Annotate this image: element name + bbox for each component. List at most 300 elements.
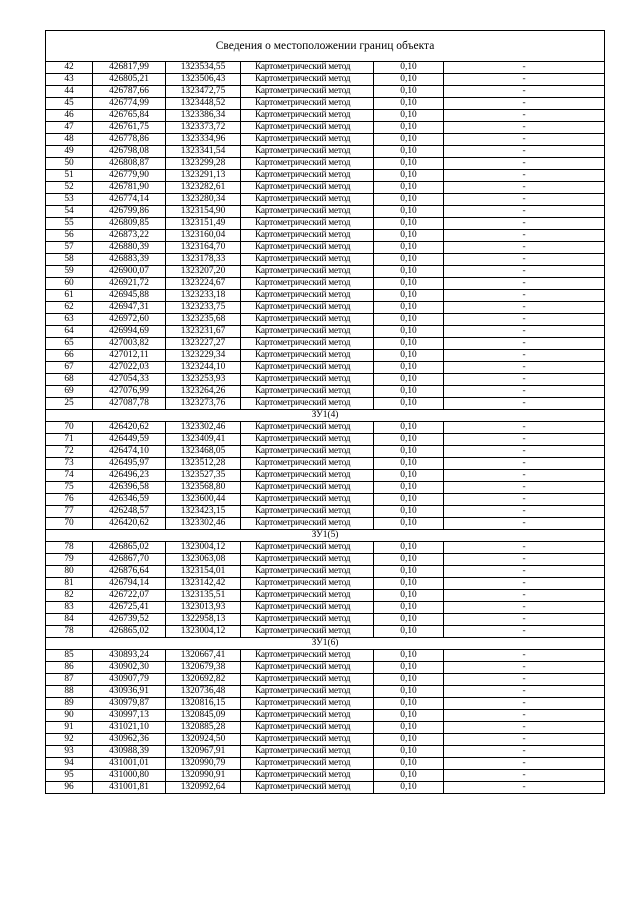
point-number: 48 xyxy=(46,134,93,146)
coordinate-x: 426779,90 xyxy=(93,170,166,182)
coordinate-x: 426805,21 xyxy=(93,74,166,86)
note-cell: - xyxy=(444,566,605,578)
note-cell: - xyxy=(444,782,605,794)
note-cell: - xyxy=(444,182,605,194)
table-row xyxy=(46,314,605,326)
method-cell: Картометрический метод xyxy=(241,506,374,518)
precision-cell: 0,10 xyxy=(374,266,444,278)
method-cell: Картометрический метод xyxy=(241,770,374,782)
title-row xyxy=(46,31,605,62)
coordinate-y: 1320736,48 xyxy=(166,686,241,698)
precision-cell: 0,10 xyxy=(374,662,444,674)
coordinate-x: 427003,82 xyxy=(93,338,166,350)
point-number: 75 xyxy=(46,482,93,494)
method-cell: Картометрический метод xyxy=(241,602,374,614)
coordinate-x: 431021,10 xyxy=(93,722,166,734)
note-cell: - xyxy=(444,170,605,182)
table-row xyxy=(46,602,605,614)
note-cell: - xyxy=(444,110,605,122)
coordinate-x: 427054,33 xyxy=(93,374,166,386)
table-row xyxy=(46,338,605,350)
coordinate-y: 1323013,93 xyxy=(166,602,241,614)
precision-cell: 0,10 xyxy=(374,86,444,98)
coordinate-y: 1323534,55 xyxy=(166,62,241,74)
section-label: ЗУ1(6) xyxy=(46,638,605,650)
table-row xyxy=(46,446,605,458)
point-number: 96 xyxy=(46,782,93,794)
precision-cell: 0,10 xyxy=(374,446,444,458)
point-number: 85 xyxy=(46,650,93,662)
table-row xyxy=(46,422,605,434)
coordinate-y: 1323164,70 xyxy=(166,242,241,254)
precision-cell: 0,10 xyxy=(374,722,444,734)
coordinate-x: 426739,52 xyxy=(93,614,166,626)
note-cell: - xyxy=(444,374,605,386)
method-cell: Картометрический метод xyxy=(241,554,374,566)
table-row xyxy=(46,290,605,302)
table-row xyxy=(46,482,605,494)
coordinate-x: 426725,41 xyxy=(93,602,166,614)
note-cell: - xyxy=(444,470,605,482)
coordinate-x: 426798,08 xyxy=(93,146,166,158)
coordinate-y: 1323448,52 xyxy=(166,98,241,110)
coordinate-x: 426495,97 xyxy=(93,458,166,470)
coordinate-x: 431001,81 xyxy=(93,782,166,794)
method-cell: Картометрический метод xyxy=(241,278,374,290)
coordinate-x: 427076,99 xyxy=(93,386,166,398)
coordinate-x: 426945,88 xyxy=(93,290,166,302)
coordinate-x: 426817,99 xyxy=(93,62,166,74)
point-number: 72 xyxy=(46,446,93,458)
point-number: 64 xyxy=(46,326,93,338)
table-row xyxy=(46,662,605,674)
coordinate-x: 430907,79 xyxy=(93,674,166,686)
precision-cell: 0,10 xyxy=(374,782,444,794)
coordinate-y: 1320924,50 xyxy=(166,734,241,746)
note-cell: - xyxy=(444,650,605,662)
table-row xyxy=(46,326,605,338)
coordinate-y: 1323423,15 xyxy=(166,506,241,518)
table-row xyxy=(46,746,605,758)
table-row xyxy=(46,782,605,794)
precision-cell: 0,10 xyxy=(374,374,444,386)
note-cell: - xyxy=(444,338,605,350)
note-cell: - xyxy=(444,458,605,470)
method-cell: Картометрический метод xyxy=(241,170,374,182)
coordinate-x: 426474,10 xyxy=(93,446,166,458)
note-cell: - xyxy=(444,482,605,494)
point-number: 66 xyxy=(46,350,93,362)
method-cell: Картометрический метод xyxy=(241,206,374,218)
section-label: ЗУ1(4) xyxy=(46,410,605,422)
boundary-points-table xyxy=(45,30,605,794)
coordinate-y: 1323409,41 xyxy=(166,434,241,446)
table-row xyxy=(46,518,605,530)
coordinate-x: 426420,62 xyxy=(93,422,166,434)
point-number: 60 xyxy=(46,278,93,290)
method-cell: Картометрический метод xyxy=(241,98,374,110)
coordinate-y: 1323154,90 xyxy=(166,206,241,218)
precision-cell: 0,10 xyxy=(374,386,444,398)
note-cell: - xyxy=(444,158,605,170)
point-number: 50 xyxy=(46,158,93,170)
precision-cell: 0,10 xyxy=(374,650,444,662)
method-cell: Картометрический метод xyxy=(241,338,374,350)
table-row xyxy=(46,86,605,98)
point-number: 45 xyxy=(46,98,93,110)
note-cell: - xyxy=(444,770,605,782)
precision-cell: 0,10 xyxy=(374,734,444,746)
note-cell: - xyxy=(444,230,605,242)
method-cell: Картометрический метод xyxy=(241,314,374,326)
method-cell: Картометрический метод xyxy=(241,62,374,74)
table-row xyxy=(46,710,605,722)
coordinate-x: 430988,39 xyxy=(93,746,166,758)
table-row xyxy=(46,146,605,158)
note-cell: - xyxy=(444,218,605,230)
method-cell: Картометрический метод xyxy=(241,590,374,602)
point-number: 88 xyxy=(46,686,93,698)
point-number: 86 xyxy=(46,662,93,674)
coordinate-x: 430962,36 xyxy=(93,734,166,746)
precision-cell: 0,10 xyxy=(374,170,444,182)
coordinate-y: 1323004,12 xyxy=(166,626,241,638)
precision-cell: 0,10 xyxy=(374,578,444,590)
section-row xyxy=(46,410,605,422)
coordinate-x: 431000,80 xyxy=(93,770,166,782)
coordinate-y: 1323302,46 xyxy=(166,422,241,434)
method-cell: Картометрический метод xyxy=(241,398,374,410)
precision-cell: 0,10 xyxy=(374,770,444,782)
method-cell: Картометрический метод xyxy=(241,374,374,386)
note-cell: - xyxy=(444,290,605,302)
method-cell: Картометрический метод xyxy=(241,326,374,338)
coordinate-y: 1323512,28 xyxy=(166,458,241,470)
table-row xyxy=(46,386,605,398)
coordinate-x: 426921,72 xyxy=(93,278,166,290)
point-number: 67 xyxy=(46,362,93,374)
coordinate-y: 1323386,34 xyxy=(166,110,241,122)
precision-cell: 0,10 xyxy=(374,314,444,326)
coordinate-y: 1323244,10 xyxy=(166,362,241,374)
point-number: 68 xyxy=(46,374,93,386)
point-number: 57 xyxy=(46,242,93,254)
precision-cell: 0,10 xyxy=(374,542,444,554)
coordinate-y: 1323527,35 xyxy=(166,470,241,482)
point-number: 54 xyxy=(46,206,93,218)
note-cell: - xyxy=(444,350,605,362)
method-cell: Картометрический метод xyxy=(241,458,374,470)
table-row xyxy=(46,122,605,134)
coordinate-x: 426867,70 xyxy=(93,554,166,566)
table-row xyxy=(46,758,605,770)
point-number: 43 xyxy=(46,74,93,86)
method-cell: Картометрический метод xyxy=(241,122,374,134)
note-cell: - xyxy=(444,134,605,146)
note-cell: - xyxy=(444,578,605,590)
point-number: 71 xyxy=(46,434,93,446)
method-cell: Картометрический метод xyxy=(241,470,374,482)
precision-cell: 0,10 xyxy=(374,506,444,518)
note-cell: - xyxy=(444,722,605,734)
coordinate-y: 1320816,15 xyxy=(166,698,241,710)
coordinate-x: 426396,58 xyxy=(93,482,166,494)
point-number: 95 xyxy=(46,770,93,782)
coordinate-y: 1323178,33 xyxy=(166,254,241,266)
section-label: ЗУ1(5) xyxy=(46,530,605,542)
note-cell: - xyxy=(444,446,605,458)
table-row xyxy=(46,218,605,230)
precision-cell: 0,10 xyxy=(374,146,444,158)
note-cell: - xyxy=(444,254,605,266)
table-row xyxy=(46,194,605,206)
precision-cell: 0,10 xyxy=(374,602,444,614)
coordinate-y: 1323229,34 xyxy=(166,350,241,362)
coordinate-x: 430936,91 xyxy=(93,686,166,698)
table-row xyxy=(46,98,605,110)
table-row xyxy=(46,626,605,638)
coordinate-x: 430902,30 xyxy=(93,662,166,674)
method-cell: Картометрический метод xyxy=(241,566,374,578)
coordinate-y: 1323291,13 xyxy=(166,170,241,182)
coordinate-x: 426496,23 xyxy=(93,470,166,482)
precision-cell: 0,10 xyxy=(374,62,444,74)
coordinate-x: 426787,66 xyxy=(93,86,166,98)
point-number: 89 xyxy=(46,698,93,710)
note-cell: - xyxy=(444,518,605,530)
table-row xyxy=(46,674,605,686)
coordinate-x: 426346,59 xyxy=(93,494,166,506)
note-cell: - xyxy=(444,122,605,134)
method-cell: Картометрический метод xyxy=(241,686,374,698)
table-row xyxy=(46,254,605,266)
coordinate-x: 427087,78 xyxy=(93,398,166,410)
precision-cell: 0,10 xyxy=(374,470,444,482)
coordinate-y: 1320885,28 xyxy=(166,722,241,734)
coordinate-y: 1323472,75 xyxy=(166,86,241,98)
method-cell: Картометрический метод xyxy=(241,446,374,458)
precision-cell: 0,10 xyxy=(374,350,444,362)
point-number: 83 xyxy=(46,602,93,614)
table-row xyxy=(46,170,605,182)
point-number: 55 xyxy=(46,218,93,230)
point-number: 25 xyxy=(46,398,93,410)
point-number: 80 xyxy=(46,566,93,578)
note-cell: - xyxy=(444,314,605,326)
method-cell: Картометрический метод xyxy=(241,266,374,278)
note-cell: - xyxy=(444,422,605,434)
note-cell: - xyxy=(444,626,605,638)
method-cell: Картометрический метод xyxy=(241,110,374,122)
point-number: 84 xyxy=(46,614,93,626)
coordinate-y: 1320967,91 xyxy=(166,746,241,758)
coordinate-x: 430997,13 xyxy=(93,710,166,722)
table-row xyxy=(46,494,605,506)
method-cell: Картометрический метод xyxy=(241,698,374,710)
point-number: 69 xyxy=(46,386,93,398)
table-row xyxy=(46,698,605,710)
point-number: 90 xyxy=(46,710,93,722)
table-row xyxy=(46,230,605,242)
point-number: 51 xyxy=(46,170,93,182)
coordinate-x: 430979,87 xyxy=(93,698,166,710)
table-row xyxy=(46,302,605,314)
precision-cell: 0,10 xyxy=(374,182,444,194)
method-cell: Картометрический метод xyxy=(241,434,374,446)
method-cell: Картометрический метод xyxy=(241,626,374,638)
note-cell: - xyxy=(444,710,605,722)
coordinate-y: 1323227,27 xyxy=(166,338,241,350)
note-cell: - xyxy=(444,614,605,626)
method-cell: Картометрический метод xyxy=(241,542,374,554)
note-cell: - xyxy=(444,674,605,686)
point-number: 82 xyxy=(46,590,93,602)
method-cell: Картометрический метод xyxy=(241,182,374,194)
precision-cell: 0,10 xyxy=(374,590,444,602)
coordinate-y: 1320845,09 xyxy=(166,710,241,722)
point-number: 49 xyxy=(46,146,93,158)
point-number: 46 xyxy=(46,110,93,122)
coordinate-y: 1323334,96 xyxy=(166,134,241,146)
point-number: 87 xyxy=(46,674,93,686)
table-body xyxy=(46,31,605,794)
table-row xyxy=(46,110,605,122)
precision-cell: 0,10 xyxy=(374,290,444,302)
table-row xyxy=(46,734,605,746)
coordinate-x: 426781,90 xyxy=(93,182,166,194)
precision-cell: 0,10 xyxy=(374,434,444,446)
point-number: 53 xyxy=(46,194,93,206)
coordinate-y: 1323160,04 xyxy=(166,230,241,242)
coordinate-y: 1323151,49 xyxy=(166,218,241,230)
method-cell: Картометрический метод xyxy=(241,290,374,302)
table-row xyxy=(46,542,605,554)
precision-cell: 0,10 xyxy=(374,494,444,506)
precision-cell: 0,10 xyxy=(374,206,444,218)
note-cell: - xyxy=(444,302,605,314)
note-cell: - xyxy=(444,590,605,602)
table-row xyxy=(46,62,605,74)
point-number: 42 xyxy=(46,62,93,74)
note-cell: - xyxy=(444,506,605,518)
precision-cell: 0,10 xyxy=(374,134,444,146)
point-number: 78 xyxy=(46,626,93,638)
point-number: 78 xyxy=(46,542,93,554)
precision-cell: 0,10 xyxy=(374,710,444,722)
table-row xyxy=(46,590,605,602)
table-row xyxy=(46,242,605,254)
point-number: 65 xyxy=(46,338,93,350)
table-row xyxy=(46,722,605,734)
precision-cell: 0,10 xyxy=(374,302,444,314)
table-row xyxy=(46,686,605,698)
coordinate-y: 1320667,41 xyxy=(166,650,241,662)
coordinate-x: 426947,31 xyxy=(93,302,166,314)
coordinate-x: 426794,14 xyxy=(93,578,166,590)
method-cell: Картометрический метод xyxy=(241,782,374,794)
table-row xyxy=(46,350,605,362)
table-row xyxy=(46,182,605,194)
precision-cell: 0,10 xyxy=(374,482,444,494)
note-cell: - xyxy=(444,326,605,338)
table-row xyxy=(46,458,605,470)
method-cell: Картометрический метод xyxy=(241,218,374,230)
point-number: 70 xyxy=(46,422,93,434)
table-row xyxy=(46,158,605,170)
coordinate-y: 1323233,75 xyxy=(166,302,241,314)
precision-cell: 0,10 xyxy=(374,326,444,338)
coordinate-y: 1320992,64 xyxy=(166,782,241,794)
table-row xyxy=(46,134,605,146)
table-row xyxy=(46,266,605,278)
method-cell: Картометрический метод xyxy=(241,746,374,758)
coordinate-x: 426972,60 xyxy=(93,314,166,326)
method-cell: Картометрический метод xyxy=(241,254,374,266)
table-row xyxy=(46,506,605,518)
precision-cell: 0,10 xyxy=(374,674,444,686)
coordinate-x: 426865,02 xyxy=(93,542,166,554)
coordinate-x: 430893,24 xyxy=(93,650,166,662)
note-cell: - xyxy=(444,758,605,770)
precision-cell: 0,10 xyxy=(374,122,444,134)
precision-cell: 0,10 xyxy=(374,230,444,242)
note-cell: - xyxy=(444,206,605,218)
point-number: 91 xyxy=(46,722,93,734)
table-row xyxy=(46,398,605,410)
method-cell: Картометрический метод xyxy=(241,350,374,362)
precision-cell: 0,10 xyxy=(374,278,444,290)
table-row xyxy=(46,566,605,578)
method-cell: Картометрический метод xyxy=(241,494,374,506)
coordinate-y: 1323600,44 xyxy=(166,494,241,506)
coordinate-y: 1323280,34 xyxy=(166,194,241,206)
note-cell: - xyxy=(444,266,605,278)
coordinate-y: 1323233,18 xyxy=(166,290,241,302)
note-cell: - xyxy=(444,662,605,674)
precision-cell: 0,10 xyxy=(374,254,444,266)
note-cell: - xyxy=(444,86,605,98)
coordinate-x: 426880,39 xyxy=(93,242,166,254)
table-row xyxy=(46,74,605,86)
method-cell: Картометрический метод xyxy=(241,482,374,494)
precision-cell: 0,10 xyxy=(374,398,444,410)
point-number: 76 xyxy=(46,494,93,506)
note-cell: - xyxy=(444,434,605,446)
point-number: 58 xyxy=(46,254,93,266)
method-cell: Картометрический метод xyxy=(241,194,374,206)
method-cell: Картометрический метод xyxy=(241,578,374,590)
method-cell: Картометрический метод xyxy=(241,422,374,434)
precision-cell: 0,10 xyxy=(374,194,444,206)
note-cell: - xyxy=(444,146,605,158)
coordinate-y: 1323253,93 xyxy=(166,374,241,386)
note-cell: - xyxy=(444,362,605,374)
precision-cell: 0,10 xyxy=(374,98,444,110)
precision-cell: 0,10 xyxy=(374,422,444,434)
precision-cell: 0,10 xyxy=(374,518,444,530)
coordinate-x: 431001,01 xyxy=(93,758,166,770)
table-title: Сведения о местоположении границ объекта xyxy=(46,31,605,62)
precision-cell: 0,10 xyxy=(374,362,444,374)
method-cell: Картометрический метод xyxy=(241,722,374,734)
point-number: 52 xyxy=(46,182,93,194)
note-cell: - xyxy=(444,494,605,506)
coordinate-y: 1320990,79 xyxy=(166,758,241,770)
precision-cell: 0,10 xyxy=(374,242,444,254)
table-row xyxy=(46,770,605,782)
coordinate-x: 426722,07 xyxy=(93,590,166,602)
coordinate-y: 1323468,05 xyxy=(166,446,241,458)
